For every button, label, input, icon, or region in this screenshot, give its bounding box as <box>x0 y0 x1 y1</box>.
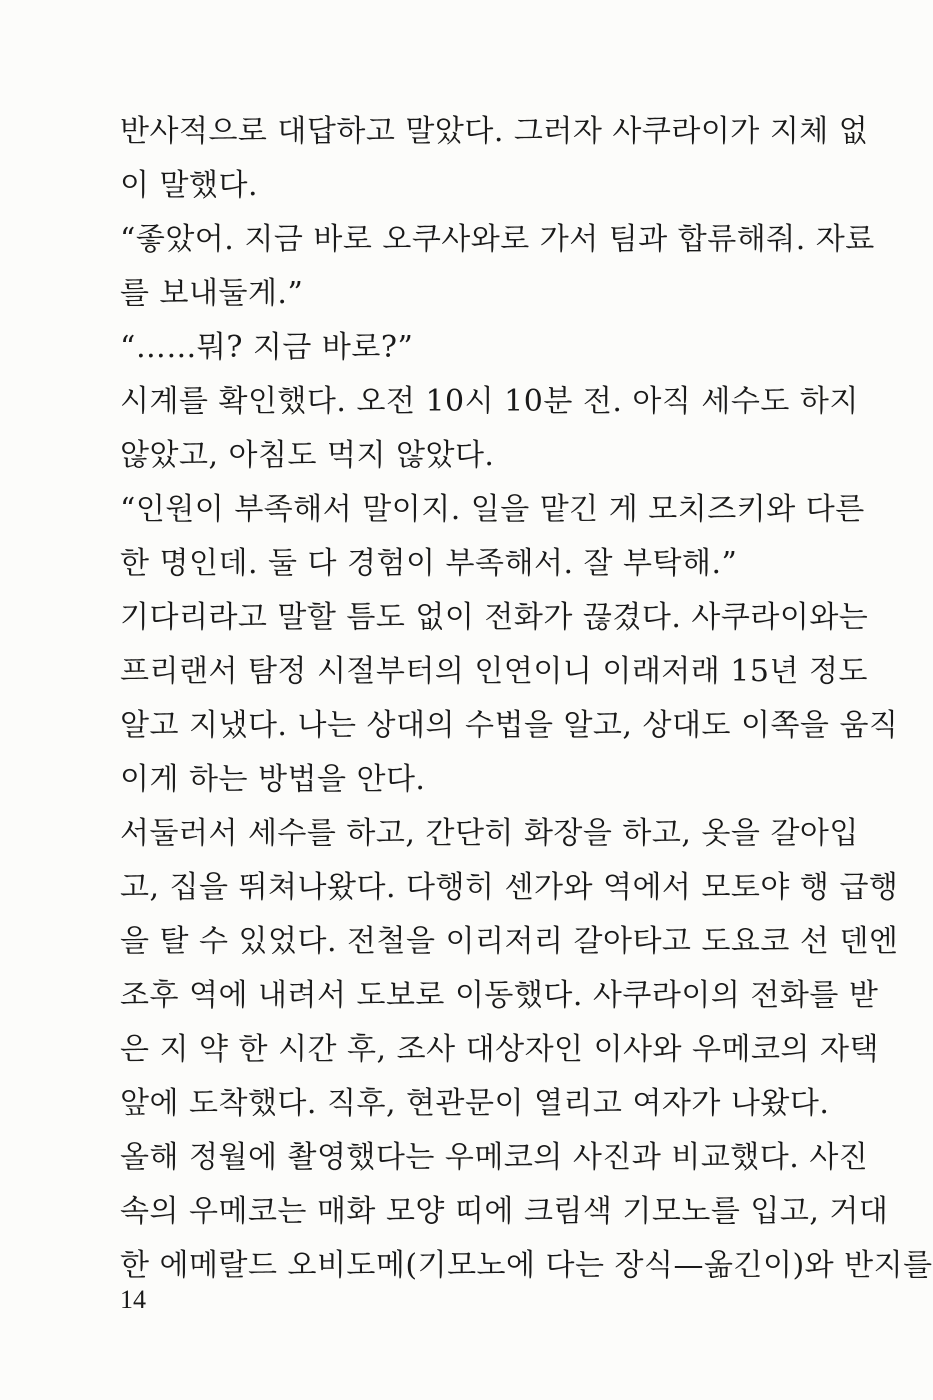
text-line: 조후 역에 내려서 도보로 이동했다. 사쿠라이의 전화를 받 <box>120 978 879 1013</box>
text-line: 반사적으로 대답하고 말았다. 그러자 사쿠라이가 지체 없 <box>120 114 869 149</box>
text-line: 을 탈 수 있었다. 전철을 이리저리 갈아타고 도요코 선 덴엔 <box>120 924 899 959</box>
text-line: “인원이 부족해서 말이지. 일을 맡긴 게 모치즈키와 다른 <box>120 492 865 527</box>
text-line: 은 지 약 한 시간 후, 조사 대상자인 이사와 우메코의 자택 <box>120 1032 879 1067</box>
text-line: 고, 집을 뛰쳐나왔다. 다행히 센가와 역에서 모토야 행 급행 <box>120 870 899 905</box>
page-number: 14 <box>120 1285 146 1314</box>
text-line: 서둘러서 세수를 하고, 간단히 화장을 하고, 옷을 갈아입 <box>120 816 859 851</box>
text-line: 않았고, 아침도 먹지 않았다. <box>120 438 495 473</box>
text-line: 를 보내둘게.” <box>120 276 304 311</box>
text-line: 한 명인데. 둘 다 경험이 부족해서. 잘 부탁해.” <box>120 546 738 581</box>
text-line: 앞에 도착했다. 직후, 현관문이 열리고 여자가 나왔다. <box>120 1086 830 1121</box>
text-line: 기다리라고 말할 틈도 없이 전화가 끊겼다. 사쿠라이와는 <box>120 600 869 635</box>
text-line: 이 말했다. <box>120 168 258 203</box>
text-line: 알고 지냈다. 나는 상대의 수법을 알고, 상대도 이쪽을 움직 <box>120 708 899 743</box>
text-line: 속의 우메코는 매화 모양 띠에 크림색 기모노를 입고, 거대 <box>120 1194 889 1229</box>
page-body <box>120 105 933 1293</box>
text-line: 이게 하는 방법을 안다. <box>120 762 426 797</box>
text-line: 올해 정월에 촬영했다는 우메코의 사진과 비교했다. 사진 <box>120 1140 869 1175</box>
text-line: 프리랜서 탐정 시절부터의 인연이니 이래저래 15년 정도 <box>120 654 868 689</box>
text-line: 한 에메랄드 오비도메(기모노에 다는 장식—옮긴이)와 반지를 <box>120 1248 933 1283</box>
text-line: “좋았어. 지금 바로 오쿠사와로 가서 팀과 합류해줘. 자료 <box>120 222 875 257</box>
text-line: 시계를 확인했다. 오전 10시 10분 전. 아직 세수도 하지 <box>120 384 859 419</box>
text-line: “……뭐? 지금 바로?” <box>120 330 414 365</box>
